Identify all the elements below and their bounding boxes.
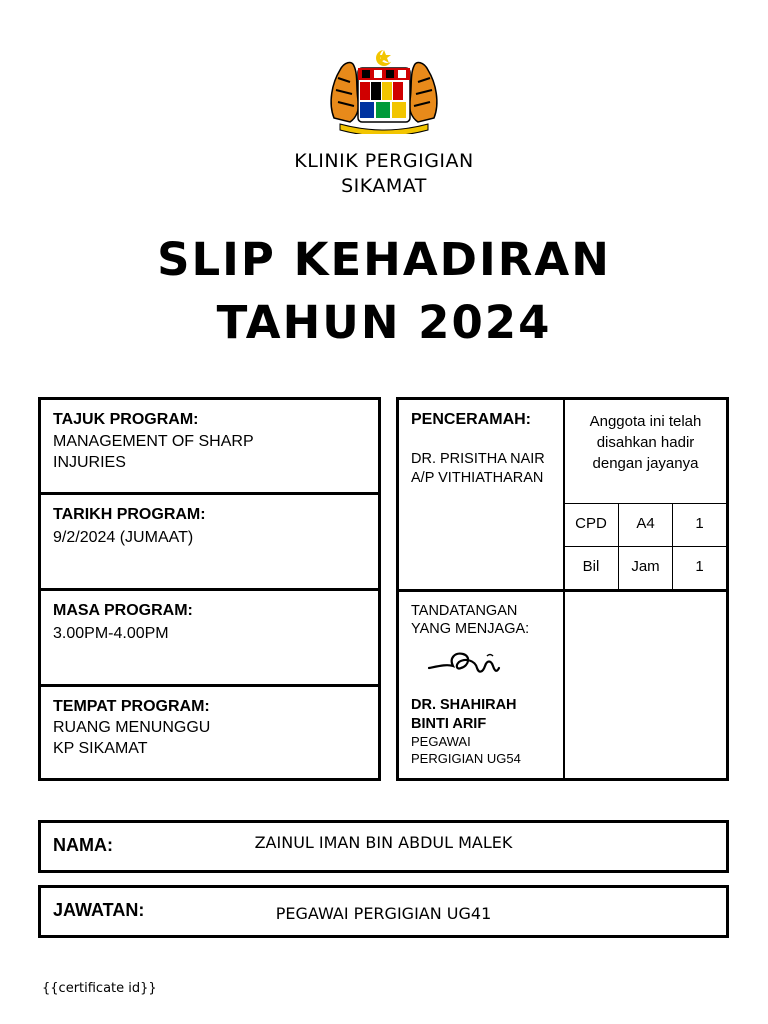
jam-count-cell: 1 [695, 558, 704, 575]
supervisor-name-line1: DR. SHAHIRAH [411, 697, 517, 713]
clinic-name-line1: KLINIK PERGIGIAN [294, 150, 474, 172]
slip-title-line1: SLIP KEHADIRAN [157, 233, 611, 286]
supervisor-role-line1: PEGAWAI [411, 734, 471, 749]
verification-statement [565, 411, 726, 474]
tandatangan-label-line1: TANDATANGAN [411, 603, 518, 619]
slip-title-line2: TAHUN 2024 [216, 296, 552, 349]
verification-line3: dengan jayanya [592, 455, 699, 472]
signature-image [425, 646, 505, 682]
clinic-name-line2: SIKAMAT [341, 175, 427, 197]
jam-cell: Jam [631, 558, 660, 575]
certificate-id: {{certificate id}} [42, 981, 157, 996]
cpd-cell: CPD [575, 515, 607, 532]
jawatan-label: JAWATAN: [53, 900, 145, 920]
supervisor-name-line2: BINTI ARIF [411, 716, 487, 732]
cpd-count-cell: 1 [695, 515, 704, 532]
tempat-label: TEMPAT PROGRAM: [53, 698, 210, 715]
verification-line2: disahkan hadir [596, 434, 695, 451]
nama-label: NAMA: [53, 835, 113, 855]
bil-cell: Bil [582, 558, 600, 575]
nama-value: ZAINUL IMAN BIN ABDUL MALEK [254, 833, 513, 852]
penceramah-label: PENCERAMAH: [411, 411, 531, 428]
speaker-name-line1: DR. PRISITHA NAIR [411, 451, 545, 467]
speaker-verification-box [396, 397, 729, 781]
a4-cell: A4 [636, 515, 655, 532]
tempat-value-line1: RUANG MENUNGGU [53, 719, 211, 736]
tajuk-value-line2: INJURIES [53, 454, 126, 471]
program-details-box [38, 397, 381, 781]
tajuk-value-line1: MANAGEMENT OF SHARP [53, 433, 254, 450]
malaysia-coat-of-arms-icon [326, 48, 442, 134]
jawatan-box [38, 885, 729, 938]
tempat-value-line2: KP SIKAMAT [53, 740, 148, 757]
tandatangan-label-line2: YANG MENJAGA: [411, 621, 530, 637]
speaker-name-line2: A/P VITHIATHARAN [411, 470, 544, 486]
tarikh-label: TARIKH PROGRAM: [53, 506, 206, 523]
masa-label: MASA PROGRAM: [53, 602, 193, 619]
masa-value: 3.00PM-4.00PM [53, 625, 169, 642]
nama-box [38, 820, 729, 873]
supervisor-role-line2: PERGIGIAN UG54 [411, 751, 521, 766]
verification-line1: Anggota ini telah [589, 413, 702, 430]
tajuk-label: TAJUK PROGRAM: [53, 411, 199, 428]
tarikh-value: 9/2/2024 (JUMAAT) [53, 529, 194, 546]
jawatan-value: PEGAWAI PERGIGIAN UG41 [275, 904, 492, 923]
